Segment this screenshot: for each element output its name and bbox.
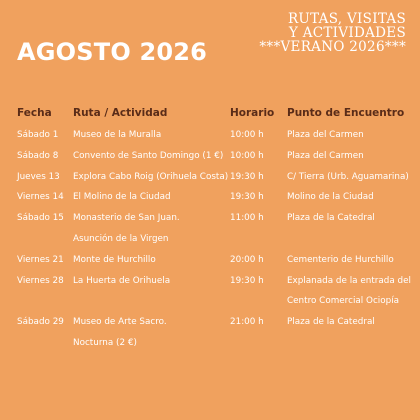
cell-fecha: Viernes 14	[17, 192, 64, 203]
column-header-ruta: Ruta / Actividad	[73, 107, 168, 119]
cell-punto: C/ Tierra (Urb. Aguamarina)	[287, 171, 409, 182]
table-row	[17, 187, 417, 208]
cell-punto: Cementerio de Hurchillo	[287, 254, 394, 265]
cell-horario: 20:00 h	[230, 254, 264, 265]
cell-ruta: Convento de Santo Domingo (1 €)	[73, 150, 224, 161]
cell-punto: Plaza de la Catedral	[287, 317, 375, 328]
table-row	[17, 146, 417, 167]
table-row	[17, 291, 417, 312]
column-header-punto: Punto de Encuentro	[287, 107, 405, 119]
table-row	[17, 229, 417, 250]
table-row	[17, 166, 417, 187]
cell-ruta: Explora Cabo Roig (Orihuela Costa)	[73, 171, 229, 182]
cell-fecha: Viernes 21	[17, 254, 64, 265]
cell-ruta: Museo de Arte Sacro.	[73, 317, 167, 328]
cell-punto	[287, 333, 417, 354]
program-title	[206, 12, 406, 54]
cell-punto: Explanada de la entrada del	[287, 275, 411, 286]
cell-ruta: Nocturna (2 €)	[73, 338, 137, 349]
program-title-line-2: Y ACTIVIDADES	[288, 25, 406, 41]
cell-fecha: Viernes 28	[17, 275, 64, 286]
column-header-horario: Horario	[230, 107, 275, 119]
cell-punto: Plaza de la Catedral	[287, 213, 375, 224]
cell-horario: 19:30 h	[230, 275, 264, 286]
cell-fecha: Sábado 29	[17, 317, 64, 328]
cell-ruta: Monte de Hurchillo	[73, 254, 156, 265]
cell-fecha	[17, 333, 73, 354]
cell-punto	[287, 229, 417, 250]
cell-ruta: Asunción de la Virgen	[73, 234, 169, 245]
cell-ruta: Monasterio de San Juan.	[73, 213, 180, 224]
table-row	[17, 249, 417, 270]
table-row	[17, 208, 417, 229]
cell-horario: 11:00 h	[230, 213, 264, 224]
cell-horario: 21:00 h	[230, 317, 264, 328]
cell-horario	[230, 333, 287, 354]
cell-punto: Centro Comercial Ociopía	[287, 296, 400, 307]
cell-punto: Plaza del Carmen	[287, 150, 364, 161]
cell-horario	[230, 229, 287, 250]
table-row	[17, 333, 417, 354]
agenda-table	[17, 102, 417, 353]
cell-fecha: Jueves 13	[17, 171, 60, 182]
month-title: AGOSTO 2026	[17, 38, 208, 66]
column-header-fecha: Fecha	[17, 107, 52, 119]
cell-horario	[230, 291, 287, 312]
table-row	[17, 270, 417, 291]
cell-horario: 10:00 h	[230, 129, 264, 140]
cell-fecha	[17, 229, 73, 250]
program-title-line-3: ***VERANO 2026***	[259, 39, 406, 55]
cell-fecha: Sábado 15	[17, 213, 64, 224]
cell-ruta: El Molino de la Ciudad	[73, 192, 171, 203]
cell-fecha: Sábado 1	[17, 129, 59, 140]
cell-horario: 10:00 h	[230, 150, 264, 161]
table-row	[17, 124, 417, 146]
table-row	[17, 312, 417, 333]
cell-fecha: Sábado 8	[17, 150, 59, 161]
cell-punto: Plaza del Carmen	[287, 129, 364, 140]
cell-ruta	[73, 291, 230, 312]
table-header-row	[17, 102, 417, 124]
cell-ruta: La Huerta de Orihuela	[73, 275, 171, 286]
cell-fecha	[17, 291, 73, 312]
program-title-line-1: RUTAS, VISITAS	[287, 11, 406, 27]
cell-punto: Molino de la Ciudad	[287, 192, 374, 203]
cell-horario: 19:30 h	[230, 192, 264, 203]
cell-horario: 19:30 h	[230, 171, 264, 182]
cell-ruta: Museo de la Muralla	[73, 129, 162, 140]
